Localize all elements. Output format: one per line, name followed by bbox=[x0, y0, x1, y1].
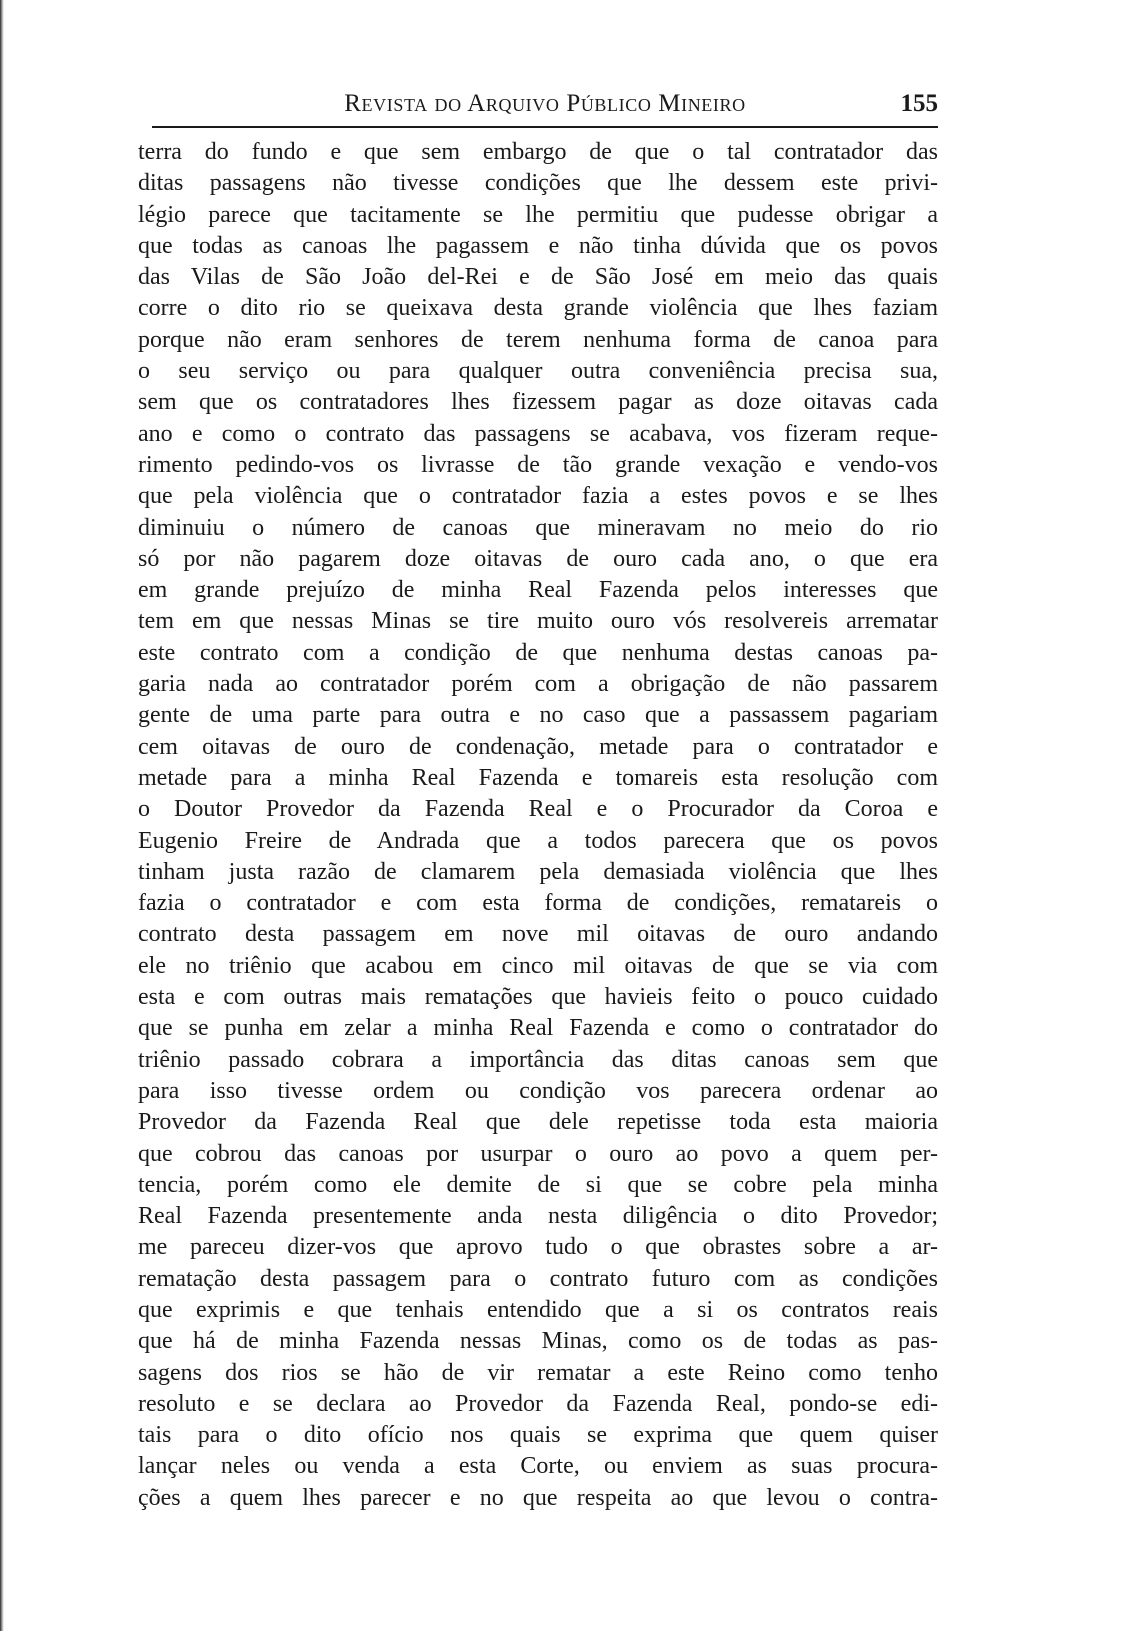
text-line: que todas as canoas lhe pagassem e não tinha dúvida que os povos bbox=[138, 232, 938, 259]
page-binding-edge bbox=[0, 0, 4, 1631]
text-line: esta e com outras mais rematações que havieis feito o pouco cuidado bbox=[138, 984, 938, 1011]
page-header bbox=[152, 90, 938, 124]
text-line: gente de uma parte para outra e no caso que a passassem pagariam bbox=[138, 702, 938, 729]
text-line: resoluto e se declara ao Provedor da Fazenda Real, pondo-se edi- bbox=[138, 1390, 938, 1417]
text-line: tem em que nessas Minas se tire muito ouro vós resolvereis arrematar bbox=[138, 608, 938, 635]
text-line: légio parece que tacitamente se lhe permitiu que pudesse obrigar a bbox=[138, 201, 938, 228]
text-line: garia nada ao contratador porém com a obrigação de não passarem bbox=[138, 671, 938, 698]
text-line: que cobrou das canoas por usurpar o ouro ao povo a quem per- bbox=[138, 1140, 938, 1167]
text-line: rimento pedindo-vos os livrasse de tão grande vexação e vendo-vos bbox=[138, 451, 938, 478]
text-line: ano e como o contrato das passagens se acabava, vos fizeram reque- bbox=[138, 420, 938, 447]
text-line: sagens dos rios se hão de vir rematar a este Reino como tenho bbox=[138, 1359, 938, 1386]
body-text bbox=[138, 137, 938, 1514]
text-line: tais para o dito ofício nos quais se exprima que quem quiser bbox=[138, 1422, 938, 1449]
text-line: rematação desta passagem para o contrato futuro com as condições bbox=[138, 1265, 938, 1292]
text-line: que há de minha Fazenda nessas Minas, como os de todas as pas- bbox=[138, 1328, 938, 1355]
text-line: Eugenio Freire de Andrada que a todos parecera que os povos bbox=[138, 827, 938, 854]
text-line: das Vilas de São João del-Rei e de São José em meio das quais bbox=[138, 264, 938, 291]
page-number: 155 bbox=[900, 90, 938, 117]
text-line: ele no triênio que acabou em cinco mil oitavas de que se via com bbox=[138, 952, 938, 979]
text-line: lançar neles ou venda a esta Corte, ou enviem as suas procura- bbox=[138, 1453, 938, 1480]
text-line: que se punha em zelar a minha Real Fazenda e como o contratador do bbox=[138, 1015, 938, 1042]
text-line: fazia o contratador e com esta forma de condições, rematareis o bbox=[138, 890, 938, 917]
text-line: só por não pagarem doze oitavas de ouro cada ano, o que era bbox=[138, 545, 938, 572]
text-line: diminuiu o número de canoas que mineravam no meio do rio bbox=[138, 514, 938, 541]
text-line: porque não eram senhores de terem nenhuma forma de canoa para bbox=[138, 326, 938, 353]
text-line: cem oitavas de ouro de condenação, metade para o contratador e bbox=[138, 733, 938, 760]
text-line: me pareceu dizer-vos que aprovo tudo o que obrastes sobre a ar- bbox=[138, 1234, 938, 1261]
header-rule bbox=[152, 126, 938, 128]
text-line: triênio passado cobrara a importância das ditas canoas sem que bbox=[138, 1046, 938, 1073]
text-line: tinham justa razão de clamarem pela demasiada violência que lhes bbox=[138, 858, 938, 885]
text-line: corre o dito rio se queixava desta grande violência que lhes faziam bbox=[138, 295, 938, 322]
text-line: ções a quem lhes parecer e no que respeita ao que levou o contra- bbox=[138, 1484, 938, 1511]
text-line: que pela violência que o contratador fazia a estes povos e se lhes bbox=[138, 483, 938, 510]
running-title: Revista do Arquivo Público Mineiro bbox=[344, 90, 746, 117]
text-line: em grande prejuízo de minha Real Fazenda pelos interesses que bbox=[138, 577, 938, 604]
text-line: ditas passagens não tivesse condições que lhe dessem este privi- bbox=[138, 170, 938, 197]
text-line: o seu serviço ou para qualquer outra conveniência precisa sua, bbox=[138, 358, 938, 385]
text-line: este contrato com a condição de que nenhuma destas canoas pa- bbox=[138, 639, 938, 666]
text-line: o Doutor Provedor da Fazenda Real e o Procurador da Coroa e bbox=[138, 796, 938, 823]
text-line: tencia, porém como ele demite de si que se cobre pela minha bbox=[138, 1171, 938, 1198]
text-line: contrato desta passagem em nove mil oitavas de ouro andando bbox=[138, 921, 938, 948]
text-line: sem que os contratadores lhes fizessem pagar as doze oitavas cada bbox=[138, 389, 938, 416]
text-line: metade para a minha Real Fazenda e tomareis esta resolução com bbox=[138, 764, 938, 791]
text-line: que exprimis e que tenhais entendido que a si os contratos reais bbox=[138, 1296, 938, 1323]
text-line: Provedor da Fazenda Real que dele repetisse toda esta maioria bbox=[138, 1109, 938, 1136]
text-line: terra do fundo e que sem embargo de que o tal contratador das bbox=[138, 139, 938, 165]
text-line: para isso tivesse ordem ou condição vos parecera ordenar ao bbox=[138, 1077, 938, 1104]
text-line: Real Fazenda presentemente anda nesta diligência o dito Provedor; bbox=[138, 1203, 938, 1230]
